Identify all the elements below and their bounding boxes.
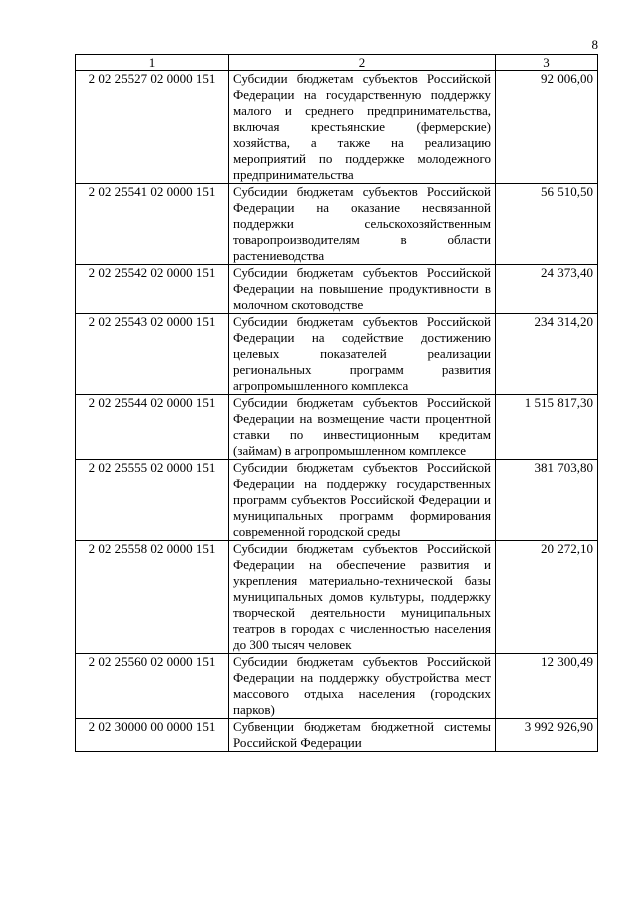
table-row (76, 265, 598, 314)
budget-code-cell: 2 02 25544 02 0000 151 (76, 395, 229, 460)
column-header-description: 2 (229, 55, 496, 71)
budget-code-cell: 2 02 25543 02 0000 151 (76, 314, 229, 395)
table-row (76, 314, 598, 395)
budget-code-cell: 2 02 25560 02 0000 151 (76, 654, 229, 719)
description-cell: Субсидии бюджетам субъектов Российской Федерации на поддержку обустройства мест массового отдыха населения (городских парков) (229, 654, 496, 719)
table-row (76, 184, 598, 265)
table-row (76, 395, 598, 460)
page-number: 8 (591, 37, 598, 52)
amount-cell: 24 373,40 (496, 265, 598, 314)
amount-cell: 56 510,50 (496, 184, 598, 265)
description-cell: Субсидии бюджетам субъектов Российской Федерации на обеспечение развития и укрепления материально-технической базы муниципальных домов культуры, поддержку творческой деятельности муниципальных театров в городах с численностью населения до 300 тысяч человек (229, 541, 496, 654)
table-row (76, 654, 598, 719)
amount-cell: 234 314,20 (496, 314, 598, 395)
budget-code-cell: 2 02 25558 02 0000 151 (76, 541, 229, 654)
column-header-code: 1 (76, 55, 229, 71)
table-header-row (76, 55, 598, 71)
column-header-amount: 3 (496, 55, 598, 71)
table-row (76, 71, 598, 184)
description-cell: Субвенции бюджетам бюджетной системы Российской Федерации (229, 719, 496, 752)
amount-cell: 12 300,49 (496, 654, 598, 719)
budget-code-cell: 2 02 30000 00 0000 151 (76, 719, 229, 752)
description-cell: Субсидии бюджетам субъектов Российской Федерации на поддержку государственных программ субъектов Российской Федерации и муниципальных программ формирования современной городской среды (229, 460, 496, 541)
budget-code-cell: 2 02 25555 02 0000 151 (76, 460, 229, 541)
description-cell: Субсидии бюджетам субъектов Российской Федерации на содействие достижению целевых показателей реализации региональных программ развития агропромышленного комплекса (229, 314, 496, 395)
description-cell: Субсидии бюджетам субъектов Российской Федерации на оказание несвязанной поддержки сельскохозяйственным товаропроизводителям в области растениеводства (229, 184, 496, 265)
description-cell: Субсидии бюджетам субъектов Российской Федерации на государственную поддержку малого и среднего предпринимательства, включая крестьянские (фермерские) хозяйства, а также на реализацию мероприятий по поддержке молодежного предпринимательства (229, 71, 496, 184)
table-row (76, 460, 598, 541)
budget-code-cell: 2 02 25527 02 0000 151 (76, 71, 229, 184)
table-row (76, 541, 598, 654)
amount-cell: 92 006,00 (496, 71, 598, 184)
description-cell: Субсидии бюджетам субъектов Российской Федерации на повышение продуктивности в молочном скотоводстве (229, 265, 496, 314)
table-row (76, 719, 598, 752)
amount-cell: 20 272,10 (496, 541, 598, 654)
amount-cell: 3 992 926,90 (496, 719, 598, 752)
budget-revenue-table (75, 54, 598, 752)
budget-code-cell: 2 02 25541 02 0000 151 (76, 184, 229, 265)
budget-code-cell: 2 02 25542 02 0000 151 (76, 265, 229, 314)
amount-cell: 381 703,80 (496, 460, 598, 541)
amount-cell: 1 515 817,30 (496, 395, 598, 460)
description-cell: Субсидии бюджетам субъектов Российской Федерации на возмещение части процентной ставки по инвестиционным кредитам (займам) в агропромышленном комплексе (229, 395, 496, 460)
